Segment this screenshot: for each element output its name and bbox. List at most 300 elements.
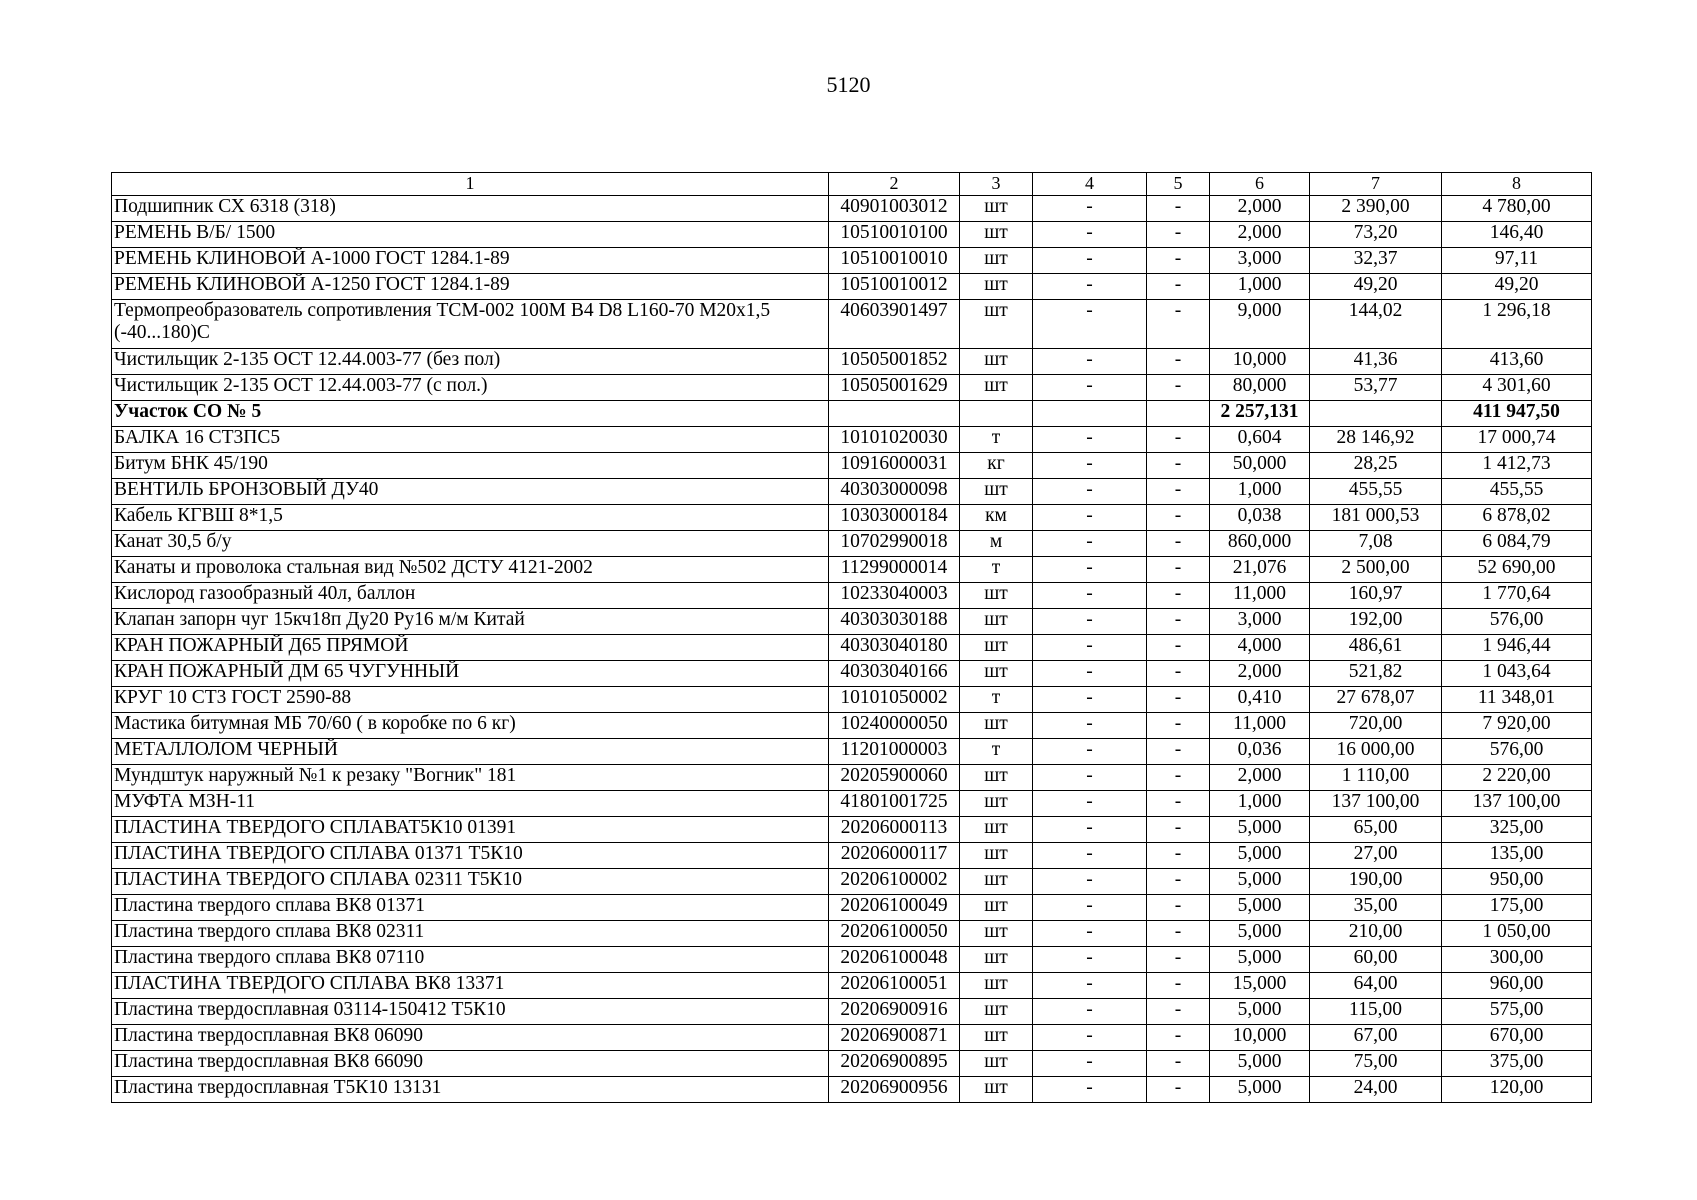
col4-value: -	[1033, 427, 1147, 453]
col4-value: -	[1033, 1025, 1147, 1051]
section-row	[112, 401, 1592, 427]
table-row	[112, 973, 1592, 999]
item-code: 41801001725	[829, 791, 960, 817]
item-price: 7,08	[1310, 531, 1442, 557]
item-unit: шт	[960, 274, 1033, 300]
item-unit	[960, 401, 1033, 427]
col5-value: -	[1147, 479, 1210, 505]
column-header-4: 4	[1033, 173, 1147, 196]
item-quantity: 2,000	[1210, 661, 1310, 687]
col5-value: -	[1147, 427, 1210, 453]
item-quantity: 5,000	[1210, 999, 1310, 1025]
item-name: Канаты и проволока стальная вид №502 ДСТУ 4121-2002	[112, 557, 829, 583]
item-sum: 146,40	[1442, 222, 1592, 248]
col5-value: -	[1147, 583, 1210, 609]
table-row	[112, 557, 1592, 583]
item-code: 40303040180	[829, 635, 960, 661]
col5-value: -	[1147, 999, 1210, 1025]
item-unit: шт	[960, 349, 1033, 375]
item-quantity: 1,000	[1210, 274, 1310, 300]
item-price: 49,20	[1310, 274, 1442, 300]
item-name: Пластина твердого сплава ВК8 02311	[112, 921, 829, 947]
table-row	[112, 947, 1592, 973]
item-sum: 7 920,00	[1442, 713, 1592, 739]
item-name: Клапан запорн чуг 15кч18п Ду20 Ру16 м/м Китай	[112, 609, 829, 635]
table-row	[112, 843, 1592, 869]
col4-value: -	[1033, 869, 1147, 895]
item-unit: шт	[960, 1025, 1033, 1051]
item-sum: 6 878,02	[1442, 505, 1592, 531]
col5-value: -	[1147, 895, 1210, 921]
item-code: 20206100051	[829, 973, 960, 999]
item-sum: 1 770,64	[1442, 583, 1592, 609]
item-code: 10233040003	[829, 583, 960, 609]
item-name: ПЛАСТИНА ТВЕРДОГО СПЛАВА 02311 Т5К10	[112, 869, 829, 895]
item-quantity: 2,000	[1210, 765, 1310, 791]
item-unit: шт	[960, 248, 1033, 274]
table-row	[112, 1077, 1592, 1103]
item-sum: 175,00	[1442, 895, 1592, 921]
item-unit: шт	[960, 300, 1033, 349]
item-sum: 1 050,00	[1442, 921, 1592, 947]
col4-value: -	[1033, 274, 1147, 300]
item-code: 20206000117	[829, 843, 960, 869]
col5-value: -	[1147, 947, 1210, 973]
column-header-6: 6	[1210, 173, 1310, 196]
item-code: 10240000050	[829, 713, 960, 739]
item-price: 210,00	[1310, 921, 1442, 947]
item-price: 65,00	[1310, 817, 1442, 843]
item-price: 41,36	[1310, 349, 1442, 375]
item-unit: шт	[960, 869, 1033, 895]
item-unit: шт	[960, 222, 1033, 248]
item-code: 20206000113	[829, 817, 960, 843]
item-quantity: 1,000	[1210, 791, 1310, 817]
table-row	[112, 791, 1592, 817]
table-row	[112, 274, 1592, 300]
item-sum: 576,00	[1442, 609, 1592, 635]
item-quantity: 5,000	[1210, 895, 1310, 921]
item-sum: 4 780,00	[1442, 196, 1592, 222]
item-name: Участок СО № 5	[112, 401, 829, 427]
item-quantity: 11,000	[1210, 583, 1310, 609]
table-row	[112, 687, 1592, 713]
table-row	[112, 583, 1592, 609]
item-code	[829, 401, 960, 427]
item-price: 27,00	[1310, 843, 1442, 869]
item-quantity: 50,000	[1210, 453, 1310, 479]
table-row	[112, 921, 1592, 947]
item-unit: шт	[960, 817, 1033, 843]
col4-value: -	[1033, 531, 1147, 557]
item-unit: т	[960, 557, 1033, 583]
item-price: 28 146,92	[1310, 427, 1442, 453]
item-sum: 1 043,64	[1442, 661, 1592, 687]
item-name: Пластина твердосплавная ВК8 06090	[112, 1025, 829, 1051]
item-name: Пластина твердого сплава ВК8 07110	[112, 947, 829, 973]
table-body	[112, 196, 1592, 1103]
col4-value: -	[1033, 843, 1147, 869]
col4-value: -	[1033, 765, 1147, 791]
item-sum: 52 690,00	[1442, 557, 1592, 583]
col4-value: -	[1033, 248, 1147, 274]
item-quantity: 21,076	[1210, 557, 1310, 583]
col4-value: -	[1033, 300, 1147, 349]
item-quantity: 860,000	[1210, 531, 1310, 557]
column-header-7: 7	[1310, 173, 1442, 196]
col4-value: -	[1033, 505, 1147, 531]
col5-value: -	[1147, 274, 1210, 300]
item-code: 20206100048	[829, 947, 960, 973]
item-quantity: 1,000	[1210, 479, 1310, 505]
item-unit: шт	[960, 661, 1033, 687]
item-price: 181 000,53	[1310, 505, 1442, 531]
item-price: 455,55	[1310, 479, 1442, 505]
item-sum: 120,00	[1442, 1077, 1592, 1103]
item-code: 10101020030	[829, 427, 960, 453]
item-name: Кабель КГВШ 8*1,5	[112, 505, 829, 531]
item-name: БАЛКА 16 СТ3ПС5	[112, 427, 829, 453]
item-name: КРАН ПОЖАРНЫЙ Д65 ПРЯМОЙ	[112, 635, 829, 661]
item-quantity: 3,000	[1210, 248, 1310, 274]
item-name: Канат 30,5 б/у	[112, 531, 829, 557]
item-sum: 6 084,79	[1442, 531, 1592, 557]
col4-value: -	[1033, 609, 1147, 635]
col5-value: -	[1147, 739, 1210, 765]
col5-value: -	[1147, 843, 1210, 869]
col5-value: -	[1147, 375, 1210, 401]
item-quantity: 4,000	[1210, 635, 1310, 661]
col5-value: -	[1147, 635, 1210, 661]
item-price: 160,97	[1310, 583, 1442, 609]
table-row	[112, 895, 1592, 921]
col4-value: -	[1033, 791, 1147, 817]
col4-value: -	[1033, 895, 1147, 921]
item-name: Мастика битумная МБ 70/60 ( в коробке по 6 кг)	[112, 713, 829, 739]
item-price: 35,00	[1310, 895, 1442, 921]
table-row	[112, 300, 1592, 349]
col5-value: -	[1147, 817, 1210, 843]
table-row	[112, 248, 1592, 274]
column-header-2: 2	[829, 173, 960, 196]
item-quantity: 0,604	[1210, 427, 1310, 453]
item-price: 486,61	[1310, 635, 1442, 661]
col4-value: -	[1033, 196, 1147, 222]
col5-value: -	[1147, 791, 1210, 817]
item-unit: шт	[960, 947, 1033, 973]
col4-value: -	[1033, 349, 1147, 375]
item-name: МУФТА МЗН-11	[112, 791, 829, 817]
table-row	[112, 661, 1592, 687]
col5-value: -	[1147, 349, 1210, 375]
item-code: 20206100050	[829, 921, 960, 947]
item-quantity: 11,000	[1210, 713, 1310, 739]
table-row	[112, 196, 1592, 222]
item-unit: шт	[960, 1077, 1033, 1103]
item-unit: шт	[960, 1051, 1033, 1077]
item-quantity: 0,038	[1210, 505, 1310, 531]
item-name: Чистильщик 2-135 ОСТ 12.44.003-77 (без пол)	[112, 349, 829, 375]
item-unit: шт	[960, 999, 1033, 1025]
item-unit: шт	[960, 921, 1033, 947]
table-row	[112, 427, 1592, 453]
column-header-8: 8	[1442, 173, 1592, 196]
item-sum: 17 000,74	[1442, 427, 1592, 453]
item-price: 67,00	[1310, 1025, 1442, 1051]
item-code: 11201000003	[829, 739, 960, 765]
item-sum: 1 946,44	[1442, 635, 1592, 661]
item-code: 20206900956	[829, 1077, 960, 1103]
item-quantity: 10,000	[1210, 349, 1310, 375]
item-price: 2 500,00	[1310, 557, 1442, 583]
item-name: Битум БНК 45/190	[112, 453, 829, 479]
col5-value: -	[1147, 1077, 1210, 1103]
item-name: РЕМЕНЬ В/Б/ 1500	[112, 222, 829, 248]
item-sum: 375,00	[1442, 1051, 1592, 1077]
item-quantity: 3,000	[1210, 609, 1310, 635]
col5-value: -	[1147, 531, 1210, 557]
item-unit: шт	[960, 635, 1033, 661]
item-name: Чистильщик 2-135 ОСТ 12.44.003-77 (с пол.)	[112, 375, 829, 401]
col5-value: -	[1147, 713, 1210, 739]
col5-value: -	[1147, 869, 1210, 895]
item-unit: шт	[960, 479, 1033, 505]
item-code: 20206100002	[829, 869, 960, 895]
item-unit: шт	[960, 843, 1033, 869]
item-name: КРАН ПОЖАРНЫЙ ДМ 65 ЧУГУННЫЙ	[112, 661, 829, 687]
item-name: Подшипник СХ 6318 (318)	[112, 196, 829, 222]
item-price: 64,00	[1310, 973, 1442, 999]
item-unit: т	[960, 687, 1033, 713]
table-row	[112, 765, 1592, 791]
item-name: Термопреобразователь сопротивления ТСМ-002 100М В4 D8 L160-70 М20х1,5 (-40...180)С	[112, 300, 829, 349]
item-price: 115,00	[1310, 999, 1442, 1025]
item-code: 20206900871	[829, 1025, 960, 1051]
item-code: 40603901497	[829, 300, 960, 349]
item-quantity: 5,000	[1210, 817, 1310, 843]
item-code: 10303000184	[829, 505, 960, 531]
page-number: 5120	[826, 72, 871, 97]
col4-value: -	[1033, 479, 1147, 505]
item-code: 40901003012	[829, 196, 960, 222]
item-sum: 576,00	[1442, 739, 1592, 765]
item-code: 20206900916	[829, 999, 960, 1025]
item-unit: м	[960, 531, 1033, 557]
item-quantity: 5,000	[1210, 869, 1310, 895]
col4-value: -	[1033, 1051, 1147, 1077]
table-row	[112, 635, 1592, 661]
table-row	[112, 609, 1592, 635]
item-price: 144,02	[1310, 300, 1442, 349]
item-quantity: 80,000	[1210, 375, 1310, 401]
col4-value: -	[1033, 973, 1147, 999]
item-quantity: 5,000	[1210, 947, 1310, 973]
col4-value: -	[1033, 921, 1147, 947]
col5-value: -	[1147, 222, 1210, 248]
item-quantity: 5,000	[1210, 921, 1310, 947]
item-name: ВЕНТИЛЬ БРОНЗОВЫЙ ДУ40	[112, 479, 829, 505]
col4-value: -	[1033, 999, 1147, 1025]
item-name: Пластина твердосплавная 03114-150412 Т5К10	[112, 999, 829, 1025]
item-name: Пластина твердого сплава ВК8 01371	[112, 895, 829, 921]
item-name: Кислород газообразный 40л, баллон	[112, 583, 829, 609]
col5-value: -	[1147, 557, 1210, 583]
item-sum: 135,00	[1442, 843, 1592, 869]
item-code: 10510010012	[829, 274, 960, 300]
item-price: 16 000,00	[1310, 739, 1442, 765]
item-code: 11299000014	[829, 557, 960, 583]
item-price: 75,00	[1310, 1051, 1442, 1077]
col4-value: -	[1033, 687, 1147, 713]
item-quantity: 10,000	[1210, 1025, 1310, 1051]
table-row	[112, 375, 1592, 401]
item-sum: 1 296,18	[1442, 300, 1592, 349]
table-row	[112, 713, 1592, 739]
item-name: Пластина твердосплавная Т5К10 13131	[112, 1077, 829, 1103]
item-price: 190,00	[1310, 869, 1442, 895]
item-price: 137 100,00	[1310, 791, 1442, 817]
item-name: ПЛАСТИНА ТВЕРДОГО СПЛАВА 01371 Т5К10	[112, 843, 829, 869]
table-row	[112, 453, 1592, 479]
item-price	[1310, 401, 1442, 427]
item-unit: шт	[960, 895, 1033, 921]
item-quantity: 0,036	[1210, 739, 1310, 765]
item-unit: т	[960, 427, 1033, 453]
col4-value: -	[1033, 453, 1147, 479]
col5-value	[1147, 401, 1210, 427]
item-sum: 575,00	[1442, 999, 1592, 1025]
item-sum: 97,11	[1442, 248, 1592, 274]
item-unit: шт	[960, 196, 1033, 222]
item-sum: 300,00	[1442, 947, 1592, 973]
col4-value: -	[1033, 713, 1147, 739]
item-price: 28,25	[1310, 453, 1442, 479]
item-code: 40303000098	[829, 479, 960, 505]
col4-value: -	[1033, 583, 1147, 609]
item-sum: 325,00	[1442, 817, 1592, 843]
item-price: 73,20	[1310, 222, 1442, 248]
item-sum: 1 412,73	[1442, 453, 1592, 479]
col4-value: -	[1033, 739, 1147, 765]
item-code: 10101050002	[829, 687, 960, 713]
table-row	[112, 222, 1592, 248]
item-sum: 2 220,00	[1442, 765, 1592, 791]
item-code: 40303030188	[829, 609, 960, 635]
col5-value: -	[1147, 1051, 1210, 1077]
item-code: 10505001629	[829, 375, 960, 401]
col5-value: -	[1147, 973, 1210, 999]
col4-value: -	[1033, 947, 1147, 973]
item-name: РЕМЕНЬ КЛИНОВОЙ А-1250 ГОСТ 1284.1-89	[112, 274, 829, 300]
item-code: 10916000031	[829, 453, 960, 479]
item-unit: шт	[960, 765, 1033, 791]
col5-value: -	[1147, 505, 1210, 531]
table-header	[112, 173, 1592, 196]
item-price: 53,77	[1310, 375, 1442, 401]
col5-value: -	[1147, 248, 1210, 274]
item-price: 192,00	[1310, 609, 1442, 635]
col5-value: -	[1147, 661, 1210, 687]
item-name: МЕТАЛЛОЛОМ ЧЕРНЫЙ	[112, 739, 829, 765]
item-code: 40303040166	[829, 661, 960, 687]
item-sum: 960,00	[1442, 973, 1592, 999]
item-price: 60,00	[1310, 947, 1442, 973]
item-sum: 950,00	[1442, 869, 1592, 895]
item-code: 10510010100	[829, 222, 960, 248]
item-sum: 4 301,60	[1442, 375, 1592, 401]
item-name: Пластина твердосплавная ВК8 66090	[112, 1051, 829, 1077]
item-name: ПЛАСТИНА ТВЕРДОГО СПЛАВАТ5К10 01391	[112, 817, 829, 843]
item-price: 521,82	[1310, 661, 1442, 687]
item-unit: км	[960, 505, 1033, 531]
col5-value: -	[1147, 453, 1210, 479]
table-row	[112, 869, 1592, 895]
item-unit: кг	[960, 453, 1033, 479]
col5-value: -	[1147, 1025, 1210, 1051]
item-sum: 413,60	[1442, 349, 1592, 375]
item-quantity: 2,000	[1210, 196, 1310, 222]
item-price: 24,00	[1310, 1077, 1442, 1103]
table-row	[112, 505, 1592, 531]
item-code: 10505001852	[829, 349, 960, 375]
col4-value: -	[1033, 557, 1147, 583]
item-sum: 49,20	[1442, 274, 1592, 300]
table-row	[112, 817, 1592, 843]
table-row	[112, 479, 1592, 505]
item-unit: шт	[960, 583, 1033, 609]
item-code: 20206900895	[829, 1051, 960, 1077]
item-unit: шт	[960, 375, 1033, 401]
item-name: КРУГ 10 СТ3 ГОСТ 2590-88	[112, 687, 829, 713]
col4-value: -	[1033, 661, 1147, 687]
item-price: 720,00	[1310, 713, 1442, 739]
item-quantity: 15,000	[1210, 973, 1310, 999]
item-code: 20206100049	[829, 895, 960, 921]
table-row	[112, 739, 1592, 765]
col5-value: -	[1147, 196, 1210, 222]
item-name: Мундштук наружный №1 к резаку "Вогник" 181	[112, 765, 829, 791]
column-header-1: 1	[112, 173, 829, 196]
item-sum: 411 947,50	[1442, 401, 1592, 427]
item-quantity: 2 257,131	[1210, 401, 1310, 427]
col5-value: -	[1147, 609, 1210, 635]
item-sum: 455,55	[1442, 479, 1592, 505]
item-name: РЕМЕНЬ КЛИНОВОЙ А-1000 ГОСТ 1284.1-89	[112, 248, 829, 274]
column-header-5: 5	[1147, 173, 1210, 196]
col4-value: -	[1033, 635, 1147, 661]
item-quantity: 0,410	[1210, 687, 1310, 713]
item-sum: 11 348,01	[1442, 687, 1592, 713]
item-unit: т	[960, 739, 1033, 765]
item-code: 20205900060	[829, 765, 960, 791]
item-quantity: 2,000	[1210, 222, 1310, 248]
col5-value: -	[1147, 300, 1210, 349]
item-quantity: 5,000	[1210, 1077, 1310, 1103]
item-quantity: 5,000	[1210, 843, 1310, 869]
col4-value: -	[1033, 817, 1147, 843]
item-price: 1 110,00	[1310, 765, 1442, 791]
item-code: 10510010010	[829, 248, 960, 274]
item-price: 2 390,00	[1310, 196, 1442, 222]
col5-value: -	[1147, 765, 1210, 791]
item-name: ПЛАСТИНА ТВЕРДОГО СПЛАВА ВК8 13371	[112, 973, 829, 999]
col5-value: -	[1147, 687, 1210, 713]
col4-value: -	[1033, 375, 1147, 401]
item-code: 10702990018	[829, 531, 960, 557]
table-row	[112, 349, 1592, 375]
item-unit: шт	[960, 791, 1033, 817]
table-row	[112, 1025, 1592, 1051]
